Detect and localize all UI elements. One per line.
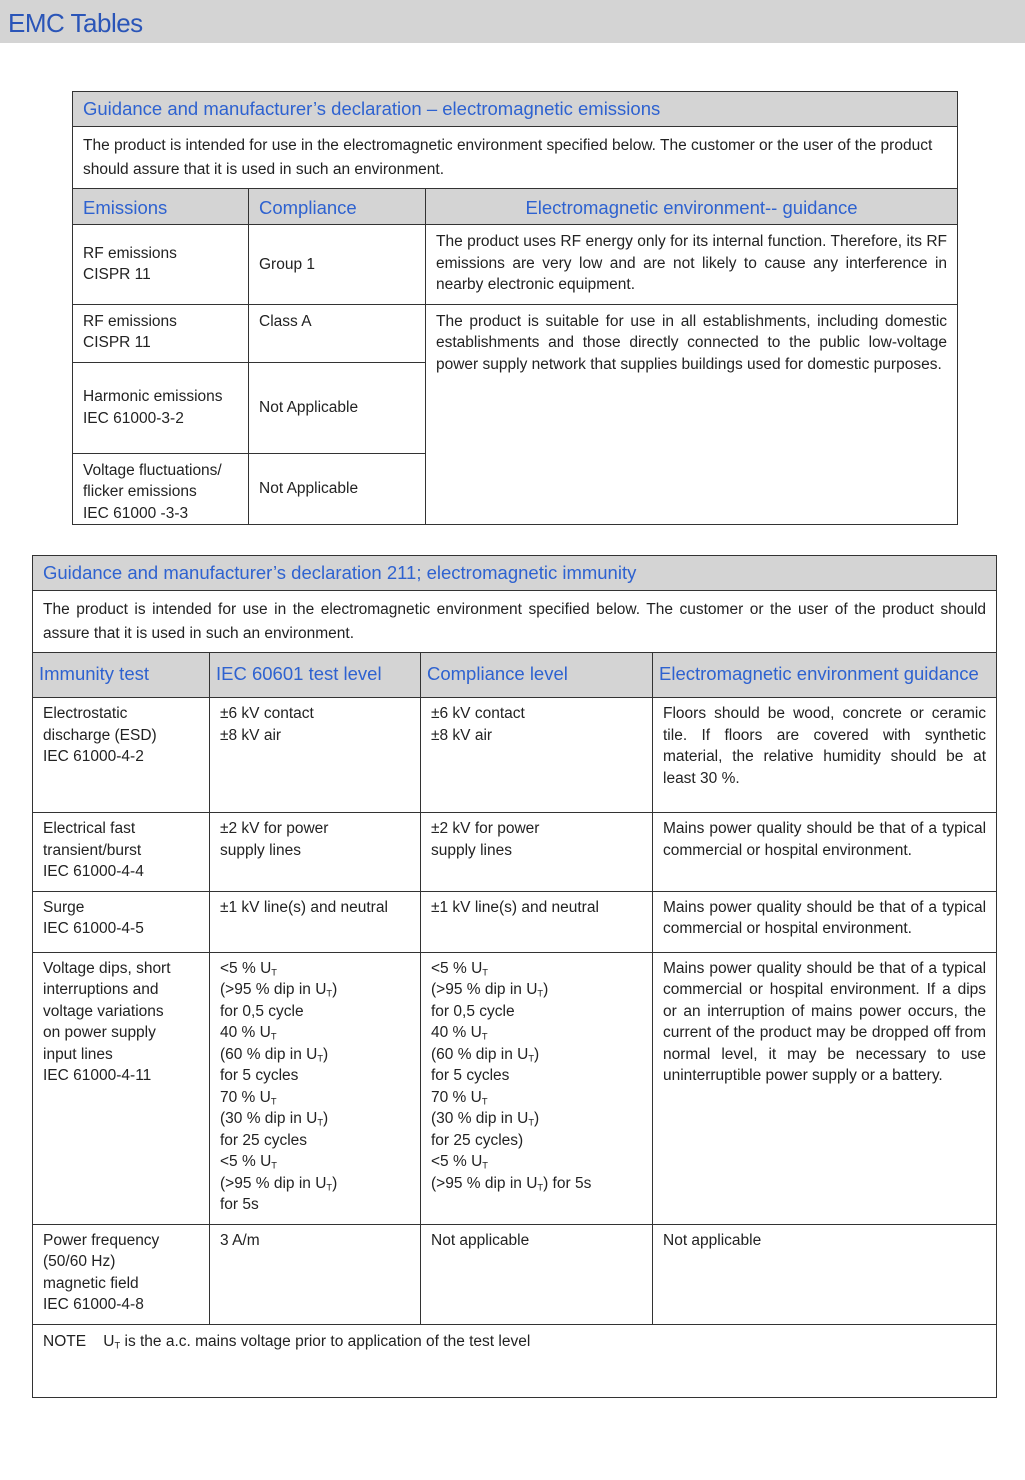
immunity-level-line: ±6 kV contact — [220, 705, 314, 722]
immunity-level-line: for 5s — [220, 1196, 259, 1213]
emissions-intro: The product is intended for use in the electromagnetic environment specified below. The customer or the user of the product should assure that it is used in such an environment. — [73, 127, 958, 189]
immunity-test-line: (50/60 Hz) — [43, 1253, 116, 1270]
immunity-test-line: interruptions and — [43, 981, 159, 998]
emissions-test-cell — [73, 304, 249, 362]
immunity-test-line: on power supply — [43, 1024, 156, 1041]
immunity-note — [33, 1324, 997, 1397]
emissions-guidance-cell: The product uses RF energy only for its internal function. Therefore, its RF emissions are very low and are not likely to cause any interference in nearby electronic equipment. — [426, 225, 958, 305]
emissions-test-line: IEC 61000 -3-3 — [83, 504, 189, 522]
immunity-test-line: Power frequency — [43, 1231, 160, 1249]
immunity-guidance-cell: Floors should be wood, concrete or ceramic tile. If floors are covered with synthetic material, the relative humidity should be at least 30 %. — [653, 698, 997, 813]
immunity-compliance-cell — [421, 952, 653, 1224]
immunity-compliance-line: supply lines — [431, 841, 512, 859]
emissions-title: Guidance and manufacturer’s declaration – electromagnetic emissions — [73, 92, 958, 127]
immunity-table — [32, 555, 997, 1398]
immunity-test-line: IEC 61000-4-8 — [43, 1296, 144, 1313]
immunity-test-line: discharge (ESD) — [43, 726, 157, 744]
table-row — [73, 225, 958, 305]
immunity-compliance-line: (30 % dip in $U_T$) — [431, 1110, 540, 1128]
immunity-level-line: <5 % $U_T$ — [220, 1153, 277, 1171]
immunity-level-line: (>95 % dip in $U_T$) — [220, 981, 338, 999]
immunity-level-line: supply lines — [220, 841, 301, 859]
immunity-guidance-cell: Mains power quality should be that of a typical commercial or hospital environment. — [653, 891, 997, 952]
immunity-test-line: Surge — [43, 898, 85, 916]
table-row — [33, 891, 997, 952]
note-text: is the a.c. mains voltage prior to application of the test level — [120, 1332, 531, 1350]
table-row — [33, 698, 997, 813]
emissions-test-cell — [73, 362, 249, 453]
immunity-header-level: IEC 60601 test level — [210, 653, 421, 698]
emissions-test-line: CISPR 11 — [83, 334, 151, 351]
immunity-level-line: for 25 cycles — [220, 1131, 308, 1149]
immunity-test-line: voltage variations — [43, 1002, 164, 1020]
immunity-level-line: ±8 kV air — [220, 726, 282, 744]
immunity-intro: The product is intended for use in the electromagnetic environment specified below. The customer or the user of the product should assure that it is used in such an environment. — [33, 591, 997, 653]
immunity-guidance-cell: Not applicable — [653, 1224, 997, 1324]
immunity-compliance-line: ±6 kV contact — [431, 705, 525, 722]
immunity-compliance-line: for 5 cycles — [431, 1067, 510, 1084]
emissions-test-line: Harmonic emissions — [83, 388, 223, 405]
immunity-level-line: (60 % dip in $U_T$) — [220, 1045, 329, 1063]
immunity-level-cell — [210, 698, 421, 813]
immunity-header-guidance: Electromagnetic environment guidance — [653, 653, 997, 698]
emissions-test-line: CISPR 11 — [83, 266, 151, 284]
immunity-level-line: <5 % $U_T$ — [220, 959, 277, 977]
immunity-level-cell — [210, 813, 421, 892]
emissions-table — [72, 91, 958, 525]
immunity-level-line: (30 % dip in $U_T$) — [220, 1110, 329, 1128]
note-label: NOTE — [43, 1332, 87, 1350]
immunity-compliance-line: ±8 kV air — [431, 726, 493, 744]
immunity-level-line: for 0,5 cycle — [220, 1002, 304, 1020]
immunity-level-cell — [210, 952, 421, 1224]
table-row — [33, 952, 997, 1224]
immunity-test-line: IEC 61000-4-5 — [43, 920, 144, 937]
table-row — [33, 813, 997, 892]
immunity-header-compliance: Compliance level — [421, 653, 653, 698]
emissions-compliance-cell: Not Applicable — [249, 362, 426, 453]
immunity-test-line: IEC 61000-4-4 — [43, 863, 144, 880]
immunity-header-test: Immunity test — [33, 653, 210, 698]
immunity-compliance-cell — [421, 698, 653, 813]
immunity-compliance-line: for 0,5 cycle — [431, 1002, 515, 1020]
page-header — [0, 0, 1025, 43]
immunity-test-cell — [33, 1224, 210, 1324]
emissions-compliance-cell: Group 1 — [249, 225, 426, 305]
emissions-test-cell — [73, 225, 249, 305]
emissions-test-line: RF emissions — [83, 312, 177, 330]
immunity-level-cell: 3 A/m — [210, 1224, 421, 1324]
note-subscript: T — [114, 1339, 121, 1350]
immunity-level-line: (>95 % dip in $U_T$) — [220, 1174, 338, 1192]
immunity-compliance-line: 40 % $U_T$ — [431, 1024, 488, 1042]
table-row — [73, 304, 958, 362]
emissions-test-line: Voltage fluctuations/ — [83, 461, 222, 479]
emissions-header-emissions: Emissions — [73, 189, 249, 225]
page-title: EMC Tables — [8, 8, 143, 38]
immunity-test-line: Voltage dips, short — [43, 959, 171, 977]
immunity-test-line: IEC 61000-4-2 — [43, 748, 144, 765]
emissions-test-line: IEC 61000-3-2 — [83, 409, 184, 427]
immunity-compliance-cell: ±1 kV line(s) and neutral — [421, 891, 653, 952]
emissions-test-line: RF emissions — [83, 244, 177, 262]
immunity-level-cell: ±1 kV line(s) and neutral — [210, 891, 421, 952]
emissions-header-guidance: Electromagnetic environment-- guidance — [426, 189, 958, 225]
immunity-test-line: input lines — [43, 1045, 113, 1063]
immunity-compliance-line: 70 % $U_T$ — [431, 1088, 488, 1106]
immunity-test-cell — [33, 952, 210, 1224]
immunity-compliance-line: ±2 kV for power — [431, 820, 540, 837]
immunity-compliance-line: (60 % dip in $U_T$) — [431, 1045, 540, 1063]
emissions-compliance-cell: Class A — [249, 304, 426, 362]
immunity-test-cell — [33, 813, 210, 892]
immunity-compliance-line: for 25 cycles) — [431, 1131, 524, 1149]
immunity-test-cell — [33, 891, 210, 952]
immunity-test-cell — [33, 698, 210, 813]
immunity-level-line: 70 % $U_T$ — [220, 1088, 277, 1106]
immunity-compliance-cell: Not applicable — [421, 1224, 653, 1324]
immunity-test-line: transient/burst — [43, 841, 142, 859]
immunity-compliance-line: <5 % $U_T$ — [431, 1153, 488, 1171]
immunity-title: Guidance and manufacturer’s declaration 211; electromagnetic immunity — [33, 556, 997, 591]
immunity-level-line: ±2 kV for power — [220, 820, 329, 837]
immunity-test-line: Electrical fast — [43, 820, 136, 837]
immunity-level-line: 40 % $U_T$ — [220, 1024, 277, 1042]
emissions-guidance-cell: The product is suitable for use in all establishments, including domestic establishments and those directly connected to the public low-voltage power supply network that supplies buildings used for domestic purposes. — [426, 304, 958, 525]
immunity-test-line: Electrostatic — [43, 705, 128, 722]
immunity-compliance-line: (>95 % dip in $U_T$) — [431, 981, 549, 999]
immunity-guidance-cell: Mains power quality should be that of a typical commercial or hospital environment. — [653, 813, 997, 892]
table-row — [33, 1324, 997, 1397]
emissions-test-cell — [73, 453, 249, 525]
immunity-level-line: for 5 cycles — [220, 1067, 299, 1084]
immunity-guidance-cell: Mains power quality should be that of a typical commercial or hospital environment. If a dips or an interruption of mains power occurs, the current of the product may be dropped off from normal level, it may be necessary to use uninterruptible power supply or a battery. — [653, 952, 997, 1224]
immunity-compliance-cell — [421, 813, 653, 892]
immunity-test-line: IEC 61000-4-11 — [43, 1067, 152, 1084]
immunity-compliance-line: (>95 % dip in $U_T$) for 5s — [431, 1174, 592, 1192]
emissions-header-compliance: Compliance — [249, 189, 426, 225]
note-symbol: U — [103, 1332, 115, 1350]
table-row — [33, 1224, 997, 1324]
immunity-compliance-line: <5 % $U_T$ — [431, 959, 488, 977]
immunity-test-line: magnetic field — [43, 1274, 139, 1292]
emissions-test-line: flicker emissions — [83, 483, 197, 500]
emissions-compliance-cell: Not Applicable — [249, 453, 426, 525]
